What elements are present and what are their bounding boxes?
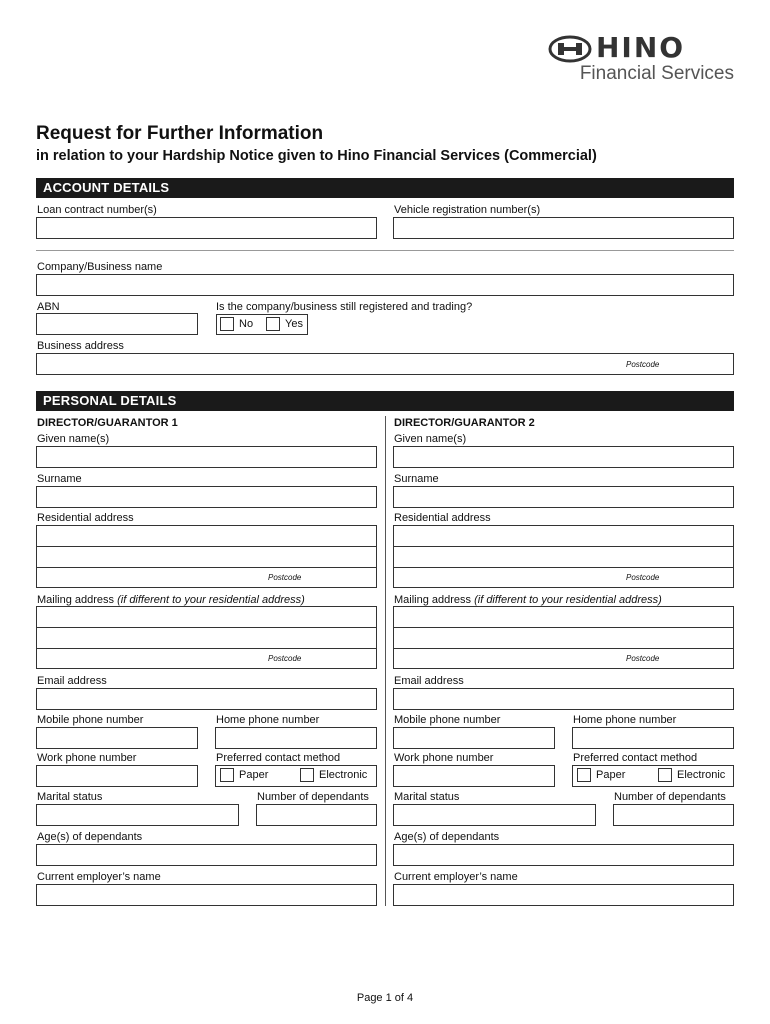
d2-work-input[interactable] bbox=[393, 765, 555, 787]
d1-surname-input[interactable] bbox=[36, 486, 377, 508]
d2-electronic-checkbox[interactable] bbox=[658, 768, 672, 782]
d2-residential-line bbox=[393, 546, 734, 547]
d2-mobile-input[interactable] bbox=[393, 727, 555, 749]
d1-employer-label: Current employer’s name bbox=[37, 871, 161, 883]
column-divider bbox=[385, 416, 386, 906]
d2-surname-label: Surname bbox=[394, 473, 439, 485]
d1-mobile-input[interactable] bbox=[36, 727, 198, 749]
d2-employer-input[interactable] bbox=[393, 884, 734, 906]
d1-home-label: Home phone number bbox=[216, 714, 320, 726]
d2-mailing-note: (if different to your residential address) bbox=[474, 594, 662, 606]
d2-residential-label: Residential address bbox=[394, 512, 491, 524]
d1-mailing-note: (if different to your residential address) bbox=[117, 594, 305, 606]
d1-mailing-postcode: Postcode bbox=[268, 654, 302, 663]
d1-residential-line bbox=[36, 567, 377, 568]
d2-mailing-postcode: Postcode bbox=[626, 654, 660, 663]
d2-surname-input[interactable] bbox=[393, 486, 734, 508]
d2-ages-input[interactable] bbox=[393, 844, 734, 866]
d1-preferred-label: Preferred contact method bbox=[216, 752, 341, 764]
d1-paper-label: Paper bbox=[239, 769, 269, 781]
d2-electronic-label: Electronic bbox=[677, 769, 726, 781]
hino-logo bbox=[548, 33, 736, 89]
account-details-header: ACCOUNT DETAILS bbox=[36, 178, 734, 198]
page-number: Page 1 of 4 bbox=[356, 992, 414, 1004]
page-subtitle: in relation to your Hardship Notice given to Hino Financial Services (Commercial) bbox=[36, 148, 597, 164]
d1-given-label: Given name(s) bbox=[37, 433, 110, 445]
d2-residential-input[interactable] bbox=[393, 525, 734, 588]
d1-residential-line bbox=[36, 546, 377, 547]
d1-marital-label: Marital status bbox=[37, 791, 103, 803]
trading-yes-label: Yes bbox=[285, 318, 303, 330]
d1-mailing-text: Mailing address bbox=[37, 594, 118, 606]
director-1-heading: DIRECTOR/GUARANTOR 1 bbox=[37, 417, 178, 429]
d2-dependants-input[interactable] bbox=[613, 804, 734, 826]
trading-no-checkbox[interactable] bbox=[220, 317, 234, 331]
d2-preferred-label: Preferred contact method bbox=[573, 752, 698, 764]
abn-input[interactable] bbox=[36, 313, 198, 335]
d1-email-label: Email address bbox=[37, 675, 107, 687]
d2-residential-postcode: Postcode bbox=[626, 573, 660, 582]
d1-work-input[interactable] bbox=[36, 765, 198, 787]
d2-mailing-input[interactable] bbox=[393, 606, 734, 669]
trading-yes-checkbox[interactable] bbox=[266, 317, 280, 331]
d1-mailing-line bbox=[36, 627, 377, 628]
d1-dependants-input[interactable] bbox=[256, 804, 377, 826]
hino-emblem-icon bbox=[548, 35, 592, 63]
business-postcode-label: Postcode bbox=[626, 360, 660, 369]
d1-ages-label: Age(s) of dependants bbox=[37, 831, 143, 843]
d1-paper-checkbox[interactable] bbox=[220, 768, 234, 782]
logo-tagline: Financial Services bbox=[579, 63, 734, 84]
d1-residential-postcode: Postcode bbox=[268, 573, 302, 582]
abn-label: ABN bbox=[37, 301, 60, 313]
trading-question: Is the company/business still registered and trading? bbox=[216, 301, 473, 313]
d1-employer-input[interactable] bbox=[36, 884, 377, 906]
company-label: Company/Business name bbox=[37, 261, 163, 273]
section-divider bbox=[36, 250, 734, 251]
d1-mailing-line bbox=[36, 648, 377, 649]
d2-ages-label: Age(s) of dependants bbox=[394, 831, 500, 843]
d2-work-label: Work phone number bbox=[394, 752, 494, 764]
d2-home-label: Home phone number bbox=[573, 714, 677, 726]
d2-given-label: Given name(s) bbox=[394, 433, 467, 445]
company-input[interactable] bbox=[36, 274, 734, 296]
d1-mobile-label: Mobile phone number bbox=[37, 714, 144, 726]
d1-ages-input[interactable] bbox=[36, 844, 377, 866]
d2-email-input[interactable] bbox=[393, 688, 734, 710]
trading-no-label: No bbox=[239, 318, 254, 330]
d2-email-label: Email address bbox=[394, 675, 464, 687]
director-2-heading: DIRECTOR/GUARANTOR 2 bbox=[394, 417, 535, 429]
d2-dependants-label: Number of dependants bbox=[614, 791, 726, 803]
personal-details-header: PERSONAL DETAILS bbox=[36, 391, 734, 411]
d2-employer-label: Current employer’s name bbox=[394, 871, 518, 883]
d2-residential-line bbox=[393, 567, 734, 568]
d2-mobile-label: Mobile phone number bbox=[394, 714, 501, 726]
d1-given-input[interactable] bbox=[36, 446, 377, 468]
d1-residential-label: Residential address bbox=[37, 512, 134, 524]
page-title: Request for Further Information bbox=[36, 123, 324, 144]
d1-home-input[interactable] bbox=[215, 727, 377, 749]
d2-paper-checkbox[interactable] bbox=[577, 768, 591, 782]
d1-electronic-checkbox[interactable] bbox=[300, 768, 314, 782]
d1-dependants-label: Number of dependants bbox=[257, 791, 369, 803]
d1-mailing-input[interactable] bbox=[36, 606, 377, 669]
loan-input[interactable] bbox=[36, 217, 377, 239]
d2-paper-label: Paper bbox=[596, 769, 626, 781]
d1-work-label: Work phone number bbox=[37, 752, 137, 764]
d2-mailing-line bbox=[393, 648, 734, 649]
business-address-label: Business address bbox=[37, 340, 124, 352]
d1-email-input[interactable] bbox=[36, 688, 377, 710]
vehicle-input[interactable] bbox=[393, 217, 734, 239]
d1-surname-label: Surname bbox=[37, 473, 82, 485]
d2-mailing-text: Mailing address bbox=[394, 594, 475, 606]
d1-residential-input[interactable] bbox=[36, 525, 377, 588]
vehicle-label: Vehicle registration number(s) bbox=[394, 204, 541, 216]
loan-label: Loan contract number(s) bbox=[37, 204, 157, 216]
d2-given-input[interactable] bbox=[393, 446, 734, 468]
d2-marital-label: Marital status bbox=[394, 791, 460, 803]
d2-mailing-line bbox=[393, 627, 734, 628]
d2-marital-input[interactable] bbox=[393, 804, 596, 826]
d1-electronic-label: Electronic bbox=[319, 769, 368, 781]
logo-brand: HINO bbox=[596, 31, 686, 64]
d1-marital-input[interactable] bbox=[36, 804, 239, 826]
d2-home-input[interactable] bbox=[572, 727, 734, 749]
